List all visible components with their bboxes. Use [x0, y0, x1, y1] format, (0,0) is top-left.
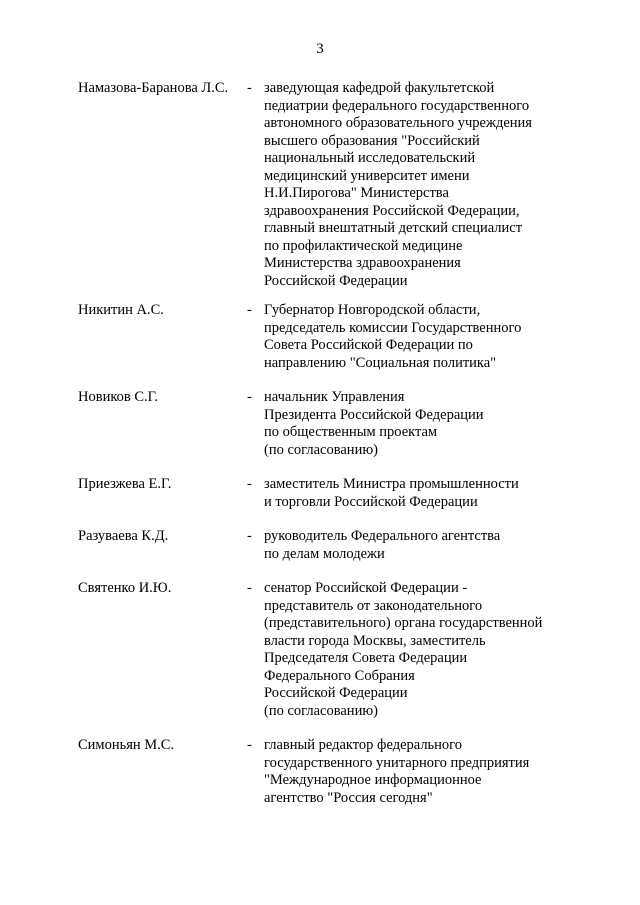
entry-line: главный внештатный детский специалист: [264, 220, 523, 236]
entry-line: Министерства здравоохранения: [264, 255, 461, 271]
entry-dash: -: [247, 580, 252, 596]
entry-name: Приезжева Е.Г.: [78, 476, 172, 492]
entry-description: [264, 302, 574, 372]
entry-line: педиатрии федерального государственного: [264, 97, 530, 114]
entry-line: руководитель Федерального агентства: [264, 528, 501, 544]
entry-dash: -: [247, 476, 252, 492]
entry-dash: -: [247, 80, 252, 96]
entry-line: (представительного) органа государственной: [264, 615, 543, 631]
entry-line: Федерального Собрания: [264, 667, 415, 684]
entry-line: председатель комиссии Государственного: [264, 319, 522, 336]
entry-name: Намазова-Баранова Л.С.: [78, 80, 229, 96]
entry-line: по общественным проектам: [264, 424, 438, 440]
entry-line: начальник Управления: [264, 389, 405, 405]
entry-line: заместитель Министра промышленности: [264, 476, 519, 492]
page-number: 3: [316, 41, 324, 57]
entry-description: [264, 528, 574, 563]
entry-line: по делам молодежи: [264, 545, 385, 562]
entry-line: агентство "Россия сегодня": [264, 789, 433, 806]
entry-line: (по согласованию): [264, 702, 378, 719]
entry-name: Святенко И.Ю.: [78, 580, 172, 596]
entry-dash: -: [247, 528, 252, 544]
entry-name: Симоньян М.С.: [78, 737, 175, 753]
entry-description: [264, 580, 574, 720]
entry-line: сенатор Российской Федерации -: [264, 580, 468, 596]
entry-line: по профилактической медицине: [264, 237, 463, 254]
entry-line: высшего образования "Российский: [264, 132, 480, 149]
entry-line: национальный исследовательский: [264, 150, 476, 166]
entry-line: Председателя Совета Федерации: [264, 650, 468, 666]
entry-line: власти города Москвы, заместитель: [264, 632, 486, 649]
entry-line: направлению "Социальная политика": [264, 354, 497, 371]
entry-line: здравоохранения Российской Федерации,: [264, 202, 520, 219]
entry-dash: -: [247, 737, 252, 753]
entry-line: (по согласованию): [264, 441, 378, 458]
entry-line: государственного унитарного предприятия: [264, 754, 530, 771]
entry-description: [264, 476, 574, 511]
entry-line: Президента Российской Федерации: [264, 406, 484, 423]
entry-line: представитель от законодательного: [264, 597, 483, 614]
entry-dash: -: [247, 302, 252, 318]
entry-line: Н.И.Пирогова" Министерства: [264, 185, 449, 201]
entry-line: Российской Федерации: [264, 272, 408, 289]
entry-description: [264, 737, 574, 807]
entry-line: Совета Российской Федерации по: [264, 337, 473, 353]
entry-line: "Международное информационное: [264, 772, 482, 788]
entry-description: [264, 389, 574, 459]
entry-description: [264, 80, 574, 290]
entry-line: медицинский университет имени: [264, 167, 470, 184]
entry-name: Новиков С.Г.: [78, 389, 159, 405]
entry-line: заведующая кафедрой факультетской: [264, 80, 495, 96]
entry-line: автономного образовательного учреждения: [264, 115, 532, 131]
entry-line: Российской Федерации: [264, 685, 408, 701]
entry-dash: -: [247, 389, 252, 405]
entry-name: Разуваева К.Д.: [78, 528, 169, 544]
entry-line: Губернатор Новгородской области,: [264, 302, 481, 318]
entry-line: главный редактор федерального: [264, 737, 463, 753]
entry-name: Никитин А.С.: [78, 302, 164, 318]
entry-line: и торговли Российской Федерации: [264, 493, 478, 510]
